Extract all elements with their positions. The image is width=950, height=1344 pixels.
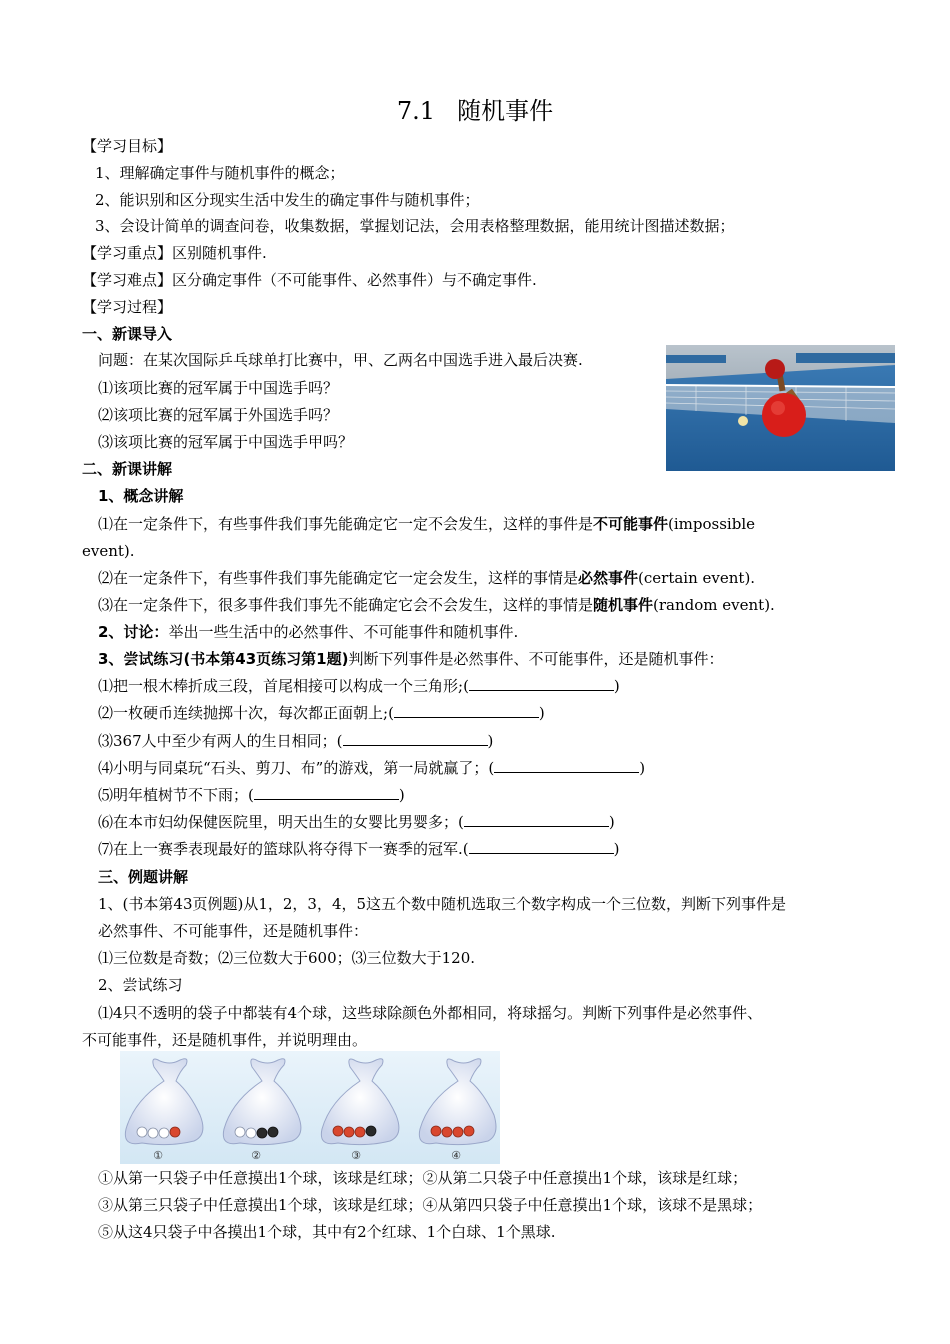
question-line-2: ③从第三只袋子中任意摸出1个球，该球是红球；④从第四只袋子中任意摸出1个球，该球不是黑球； — [98, 1196, 763, 1214]
exercise-7: ⑺在上一赛季表现最好的篮球队将夺得下一赛季的冠军.( ) — [98, 840, 620, 858]
exercise-6: ⑹在本市妇幼保健医院里，明天出生的女婴比男婴多；( ) — [98, 813, 615, 831]
intro-problem: 问题：在某次国际乒乓球单打比赛中，甲、乙两名中国选手进入最后决赛. — [98, 351, 583, 369]
intro-question-1: ⑴该项比赛的冠军属于中国选手吗？ — [98, 379, 339, 397]
key-text: 区别随机事件. — [172, 244, 267, 262]
practice-heading: 3、尝试练习(书本第43页练习第1题)判断下列事件是必然事件、不可能事件，还是随机事件： — [98, 650, 724, 668]
exercise-5: ⑸明年植树节不下雨；( ) — [98, 786, 405, 804]
exercise-3: ⑶367人中至少有两人的生日相同；( ) — [98, 732, 494, 750]
key-point — [82, 243, 267, 263]
answer-blank-3[interactable] — [343, 731, 488, 746]
question-line-1: ①从第一只袋子中任意摸出1个球，该球是红球；②从第二只袋子中任意摸出1个球，该球是红球； — [98, 1169, 748, 1187]
bag-label-3: ③ — [351, 1149, 361, 1162]
concept-1-cont: event). — [82, 542, 135, 560]
title-number: 7.1 — [396, 97, 436, 125]
answer-blank-7[interactable] — [469, 839, 614, 854]
objectives-label: 【学习目标】 — [82, 137, 173, 155]
example-2-line-2: 不可能事件，还是随机事件，并说明理由。 — [82, 1031, 368, 1049]
page-title — [0, 96, 950, 126]
concept-1: ⑴在一定条件下，有些事件我们事先能确定它一定不会发生，这样的事件是不可能事件(impossible — [98, 515, 756, 533]
objective-2: 2、能识别和区分现实生活中发生的确定事件与随机事件； — [95, 191, 480, 209]
example-1-line-2: 必然事件、不可能事件，还是随机事件： — [98, 922, 369, 940]
section-1-heading: 一、新课导入 — [82, 325, 173, 343]
bags-figure — [120, 1051, 500, 1164]
process-label: 【学习过程】 — [82, 298, 173, 316]
intro-question-3: ⑶该项比赛的冠军属于中国选手甲吗？ — [98, 433, 354, 451]
bag-label-1: ① — [153, 1149, 163, 1162]
objective-3: 3、会设计简单的调查问卷，收集数据，掌握划记法，会用表格整理数据，能用统计图描述数据； — [95, 217, 735, 235]
example-1-line-3: ⑴三位数是奇数；⑵三位数大于600；⑶三位数大于120. — [98, 949, 476, 967]
answer-blank-1[interactable] — [469, 676, 614, 691]
example-2-line-1: ⑴4只不透明的袋子中都装有4个球，这些球除颜色外都相同，将球摇匀。判断下列事件是必然事件、 — [98, 1004, 763, 1022]
answer-blank-4[interactable] — [494, 758, 639, 773]
ping-pong-photo — [666, 345, 895, 471]
intro-question-2: ⑵该项比赛的冠军属于外国选手吗？ — [98, 406, 339, 424]
discussion: 2、讨论：举出一些生活中的必然事件、不可能事件和随机事件. — [98, 623, 519, 641]
difficulty — [82, 270, 537, 290]
example-2-heading: 2、尝试练习 — [98, 976, 183, 994]
difficulty-text: 区分确定事件（不可能事件、必然事件）与不确定事件. — [172, 271, 537, 289]
exercise-2: ⑵一枚硬币连续抛掷十次，每次都正面朝上;( ) — [98, 704, 545, 722]
exercise-4: ⑷小明与同桌玩“石头、剪刀、布”的游戏，第一局就赢了；( ) — [98, 759, 646, 777]
question-line-3: ⑤从这4只袋子中各摸出1个球，其中有2个红球、1个白球、1个黑球. — [98, 1223, 556, 1241]
exercise-1: ⑴把一根木棒折成三段，首尾相接可以构成一个三角形;( ) — [98, 677, 620, 695]
bag-label-4: ④ — [451, 1149, 461, 1162]
answer-blank-5[interactable] — [254, 785, 399, 800]
section-3-heading: 三、例题讲解 — [98, 868, 189, 886]
difficulty-label: 【学习难点】 — [82, 271, 173, 289]
concept-2: ⑵在一定条件下，有些事件我们事先能确定它一定会发生，这样的事情是必然事件(certain event). — [98, 569, 756, 587]
title-text: 随机事件 — [457, 97, 554, 125]
key-label: 【学习重点】 — [82, 244, 173, 262]
example-1-line-1: 1、(书本第43页例题)从1，2，3，4，5这五个数中随机选取三个数字构成一个三位数，判断下列事件是 — [98, 895, 787, 913]
section-2-heading: 二、新课讲解 — [82, 460, 173, 478]
bag-label-2: ② — [251, 1149, 261, 1162]
objective-1: 1、理解确定事件与随机事件的概念； — [95, 164, 345, 182]
answer-blank-2[interactable] — [394, 703, 539, 718]
answer-blank-6[interactable] — [464, 812, 609, 827]
concept-heading: 1、概念讲解 — [98, 487, 184, 505]
concept-3: ⑶在一定条件下，很多事件我们事先不能确定它会不会发生，这样的事情是随机事件(random event). — [98, 596, 775, 614]
